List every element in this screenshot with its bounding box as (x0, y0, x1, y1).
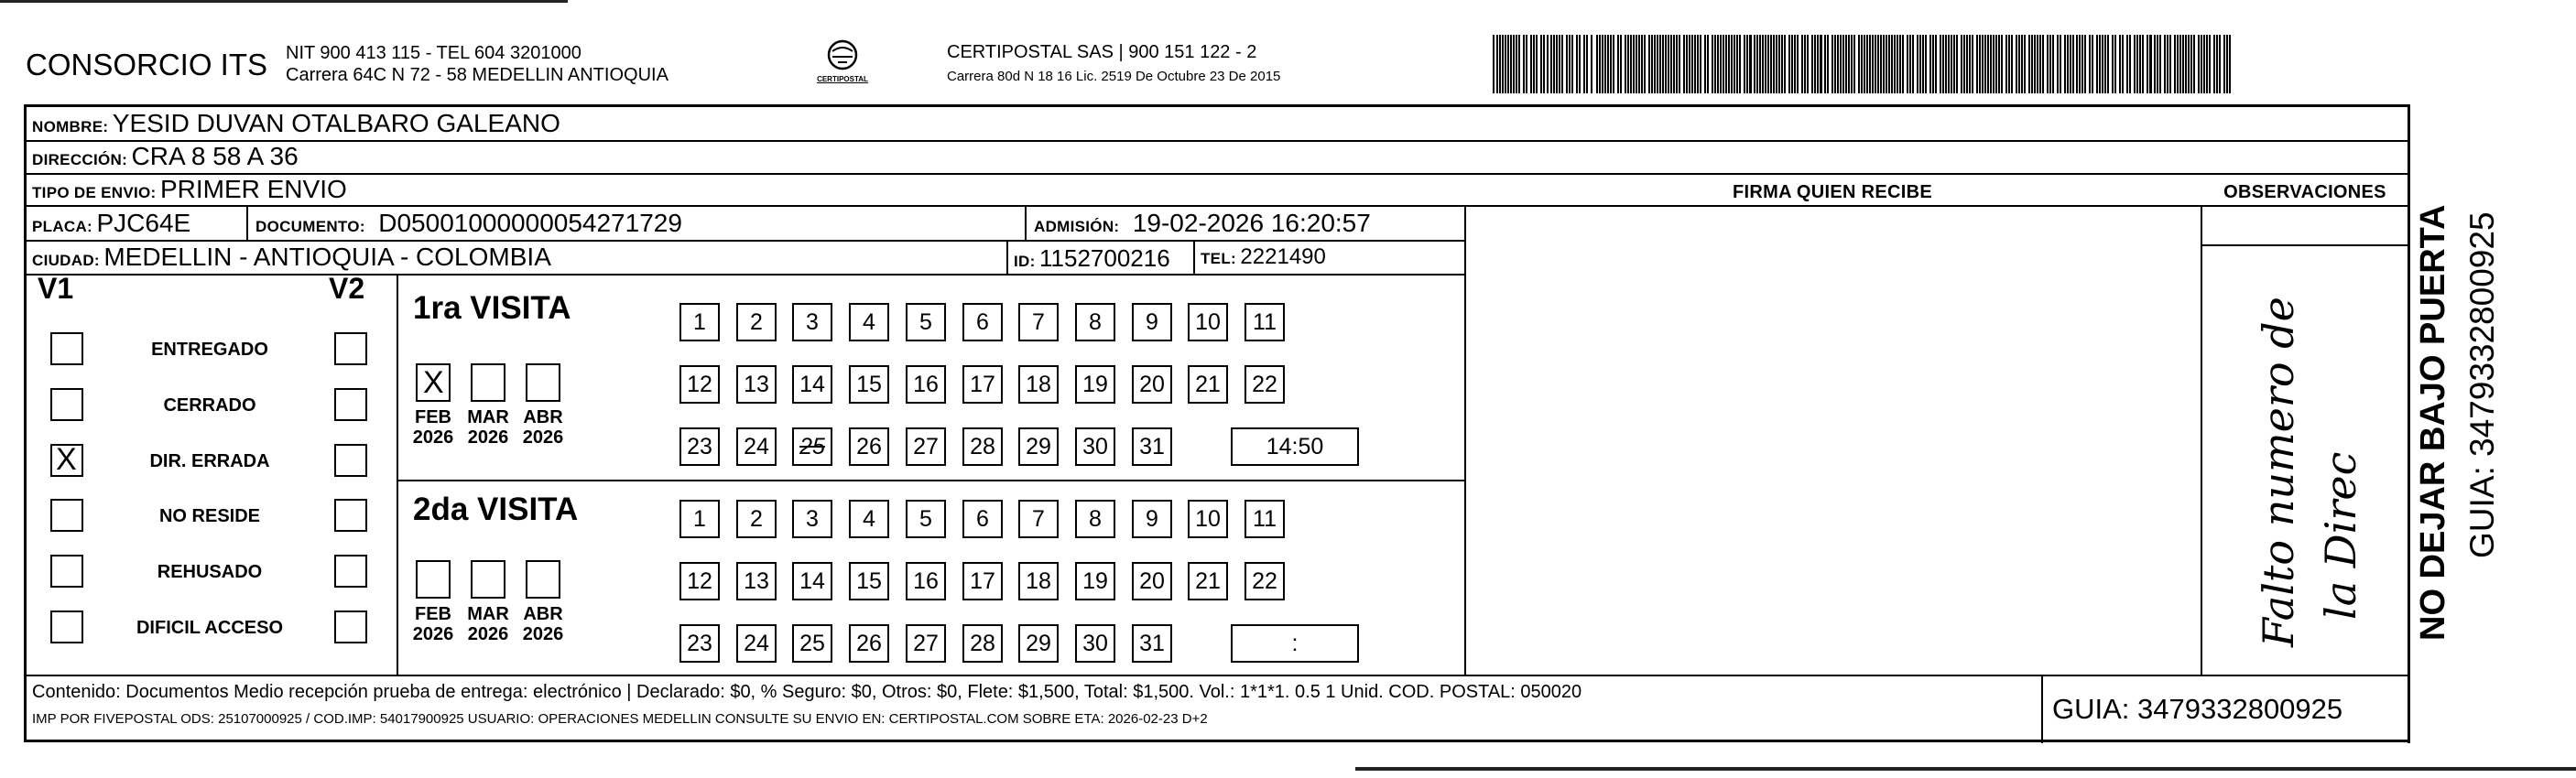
second-visit-month-checkbox[interactable] (526, 560, 560, 599)
tel-label: TEL: (1201, 250, 1236, 267)
direccion-row (32, 142, 299, 171)
first-visit-day-box[interactable]: 31 (1132, 427, 1172, 466)
nombre-label: NOMBRE: (32, 118, 109, 135)
first-visit-day-box[interactable]: 28 (962, 427, 1003, 466)
first-visit-day-box[interactable]: 6 (962, 303, 1003, 341)
v1-check-mark: X (56, 442, 77, 477)
v1-checkbox[interactable] (50, 499, 83, 532)
first-visit-month-checkbox[interactable] (526, 363, 560, 402)
certipostal-address: Carrera 80d N 18 16 Lic. 2519 De Octubre 23 De 2015 (947, 69, 1281, 84)
no-dejar-warning: NO DEJAR BAJO PUERTA (2414, 204, 2452, 641)
first-visit-month-label (462, 407, 514, 448)
first-visit-day-box[interactable]: 18 (1018, 365, 1059, 404)
second-visit-day-box[interactable]: 24 (736, 624, 777, 663)
tel-value: 2221490 (1240, 244, 1326, 269)
documento-value: D05001000000054271729 (378, 209, 682, 237)
logo-text: CERTIPOSTAL (817, 75, 868, 83)
v2-checkbox[interactable] (334, 555, 367, 588)
second-visit-day-box[interactable]: 19 (1075, 562, 1115, 600)
month-name: FEB (415, 407, 451, 427)
first-visit-day-box[interactable]: 2 (736, 303, 777, 341)
admision-row (1034, 209, 1371, 238)
placa-label: PLACA: (32, 218, 93, 235)
second-visit-day-box[interactable]: 10 (1188, 500, 1228, 538)
status-option-label: NO RESIDE (158, 506, 261, 526)
first-visit-day-box[interactable]: 10 (1188, 303, 1228, 341)
second-visit-month-checkbox[interactable] (471, 560, 505, 599)
barcode (1493, 35, 2234, 93)
first-visit-time-box[interactable]: 14:50 (1231, 427, 1359, 466)
second-visit-day-box[interactable]: 31 (1132, 624, 1172, 663)
first-visit-day-box[interactable]: 7 (1018, 303, 1059, 341)
month-name: MAR (467, 604, 509, 624)
first-visit-day-box[interactable]: 9 (1132, 303, 1172, 341)
second-visit-day-box[interactable]: 5 (906, 500, 946, 538)
delivery-form (24, 104, 2410, 742)
documento-row (255, 209, 682, 238)
company-name: CONSORCIO ITS (26, 48, 268, 81)
id-label: ID: (1014, 253, 1036, 270)
tipo-envio-label: TIPO DE ENVIO: (32, 184, 157, 201)
second-visit-day-box[interactable]: 20 (1132, 562, 1172, 600)
month-year: 2026 (522, 427, 564, 448)
month-name: FEB (415, 604, 451, 624)
second-visit-day-box[interactable]: 11 (1245, 500, 1285, 538)
placa-value: PJC64E (96, 209, 191, 237)
v1-checkbox[interactable] (50, 388, 83, 421)
id-row (1014, 244, 1170, 273)
month-year: 2026 (412, 427, 454, 448)
second-visit-day-box[interactable]: 13 (736, 562, 777, 600)
first-visit-month-label (517, 407, 569, 448)
first-visit-day-box[interactable]: 23 (679, 427, 720, 466)
second-visit-day-box[interactable]: 8 (1075, 500, 1115, 538)
admision-label: ADMISIÓN: (1034, 218, 1120, 235)
v1-checkbox[interactable] (50, 332, 83, 365)
first-visit-day-box[interactable]: 19 (1075, 365, 1115, 404)
second-visit-day-box[interactable]: 28 (962, 624, 1003, 663)
v1-checkbox[interactable] (50, 611, 83, 643)
month-name: ABR (523, 407, 563, 427)
company-nit: NIT 900 413 115 - TEL 604 3201000 (286, 43, 582, 63)
company-info (286, 42, 668, 86)
second-visit-day-box[interactable]: 16 (906, 562, 946, 600)
tipo-envio-value: PRIMER ENVIO (159, 175, 347, 203)
first-visit-day-box[interactable]: 4 (849, 303, 889, 341)
first-visit-day-box[interactable]: 17 (962, 365, 1003, 404)
first-visit-day-box[interactable]: 21 (1188, 365, 1228, 404)
first-visit-month-label (408, 407, 459, 448)
first-visit-day-box[interactable]: 3 (792, 303, 832, 341)
first-visit-day-box[interactable]: 27 (906, 427, 946, 466)
certipostal-logo (810, 38, 875, 92)
v2-header: V2 (329, 272, 365, 305)
first-visit-day-box[interactable]: 25 (792, 427, 832, 466)
first-visit-day-box[interactable]: 26 (849, 427, 889, 466)
status-option-label: ENTREGADO (151, 340, 268, 360)
v1-checkbox[interactable] (50, 444, 83, 477)
v2-checkbox[interactable] (334, 444, 367, 477)
scan-artifact-bottom (1355, 767, 2576, 771)
v1-checkbox[interactable] (50, 555, 83, 588)
second-visit-title: 2da VISITA (413, 492, 579, 527)
second-visit-day-box[interactable]: 12 (679, 562, 720, 600)
first-visit-day-box[interactable]: 30 (1075, 427, 1115, 466)
v2-checkbox[interactable] (334, 388, 367, 421)
v2-checkbox[interactable] (334, 332, 367, 365)
second-visit-day-box[interactable]: 14 (792, 562, 832, 600)
v1-header: V1 (38, 272, 74, 305)
first-visit-day-box[interactable]: 14 (792, 365, 832, 404)
tel-row (1201, 244, 1326, 270)
footer-content: Contenido: Documentos Medio recepción prueba de entrega: electrónico | Declarado: $0, % Seguro: $0, Otros: $0, Flete: $1,500, Total: $1,500. Vol.: 1*1*1. 0.5 1 Unid. COD. POSTAL: 050020 (32, 682, 1582, 702)
second-visit-month-checkbox[interactable] (416, 560, 451, 599)
second-visit-day-box[interactable]: 2 (736, 500, 777, 538)
status-option-label: CERRADO (163, 395, 256, 416)
tipo-envio-row (32, 175, 347, 204)
first-visit-day-box[interactable]: 13 (736, 365, 777, 404)
v2-checkbox[interactable] (334, 499, 367, 532)
first-visit-day-box[interactable]: 29 (1018, 427, 1059, 466)
second-visit-day-box[interactable]: 15 (849, 562, 889, 600)
direccion-label: DIRECCIÓN: (32, 151, 128, 168)
side-guia: GUIA: 3479332800925 (2463, 211, 2501, 558)
first-visit-month-checkbox[interactable] (471, 363, 505, 402)
second-visit-day-box[interactable]: 27 (906, 624, 946, 663)
first-visit-day-box[interactable]: 20 (1132, 365, 1172, 404)
first-visit-day-box[interactable]: 12 (679, 365, 720, 404)
ciudad-label: CIUDAD: (32, 252, 100, 269)
second-visit-day-box[interactable]: 1 (679, 500, 720, 538)
first-visit-day-box[interactable]: 11 (1245, 303, 1285, 341)
id-value: 1152700216 (1039, 244, 1170, 272)
scan-artifact-top (0, 0, 568, 3)
second-visit-time-box[interactable]: : (1231, 624, 1359, 663)
logo-icon (810, 38, 875, 92)
v2-checkbox[interactable] (334, 611, 367, 643)
second-visit-month-label (517, 604, 569, 644)
second-visit-day-box[interactable]: 30 (1075, 624, 1115, 663)
observation-handwriting-2: la Direc (2316, 451, 2365, 620)
second-visit-day-box[interactable]: 18 (1018, 562, 1059, 600)
ciudad-value: MEDELLIN - ANTIOQUIA - COLOMBIA (103, 243, 551, 271)
first-visit-day-box[interactable]: 5 (906, 303, 946, 341)
second-visit-month-label (408, 604, 459, 644)
first-visit-day-box[interactable]: 16 (906, 365, 946, 404)
first-visit-day-box[interactable]: 24 (736, 427, 777, 466)
first-visit-day-box[interactable]: 8 (1075, 303, 1115, 341)
month-year: 2026 (467, 427, 509, 448)
observaciones-label: OBSERVACIONES (2223, 182, 2386, 202)
footer-print-info: IMP POR FIVEPOSTAL ODS: 25107000925 / COD.IMP: 54017900925 USUARIO: OPERACIONES MEDELLIN CONSULTE SU ENVIO EN: CERTIPOSTAL.COM SOBRE ETA: 2026-02-23 D+2 (32, 711, 1208, 727)
second-visit-day-box[interactable]: 17 (962, 562, 1003, 600)
second-visit-day-box[interactable]: 29 (1018, 624, 1059, 663)
first-visit-month-checkbox[interactable] (416, 363, 451, 402)
second-visit-day-box[interactable]: 23 (679, 624, 720, 663)
second-visit-day-box[interactable]: 9 (1132, 500, 1172, 538)
first-visit-day-box[interactable]: 1 (679, 303, 720, 341)
month-year: 2026 (412, 624, 454, 644)
first-visit-title: 1ra VISITA (413, 290, 571, 326)
second-visit-day-box[interactable]: 7 (1018, 500, 1059, 538)
certipostal-name: CERTIPOSTAL SAS | 900 151 122 - 2 (947, 42, 1257, 62)
direccion-value: CRA 8 58 A 36 (131, 142, 299, 170)
second-visit-day-box[interactable]: 4 (849, 500, 889, 538)
second-visit-day-box[interactable]: 25 (792, 624, 832, 663)
second-visit-month-label (462, 604, 514, 644)
second-visit-day-box[interactable]: 6 (962, 500, 1003, 538)
placa-row (32, 209, 190, 238)
company-address: Carrera 64C N 72 - 58 MEDELLIN ANTIOQUIA (286, 65, 668, 85)
first-visit-day-box[interactable]: 22 (1245, 365, 1285, 404)
second-visit-day-box[interactable]: 22 (1245, 562, 1285, 600)
firma-label: FIRMA QUIEN RECIBE (1733, 182, 1932, 202)
second-visit-day-box[interactable]: 3 (792, 500, 832, 538)
month-name: ABR (523, 604, 563, 624)
month-year: 2026 (467, 624, 509, 644)
footer-guia: GUIA: 3479332800925 (2052, 693, 2343, 725)
status-option-label: DIFICIL ACCESO (136, 618, 283, 638)
ciudad-row (32, 243, 551, 272)
nombre-value: YESID DUVAN OTALBARO GALEANO (112, 109, 560, 137)
admision-value: 19-02-2026 16:20:57 (1132, 209, 1371, 237)
documento-label: DOCUMENTO: (255, 218, 365, 235)
status-option-label: DIR. ERRADA (149, 451, 270, 471)
observation-handwriting-1: Falto numero de (2254, 297, 2303, 647)
second-visit-day-box[interactable]: 26 (849, 624, 889, 663)
first-visit-day-box[interactable]: 15 (849, 365, 889, 404)
nombre-row (32, 109, 560, 138)
month-name: MAR (467, 407, 509, 427)
status-option-label: REHUSADO (157, 562, 263, 582)
month-year: 2026 (522, 624, 564, 644)
second-visit-day-box[interactable]: 21 (1188, 562, 1228, 600)
first-visit-month-mark: X (423, 365, 444, 400)
